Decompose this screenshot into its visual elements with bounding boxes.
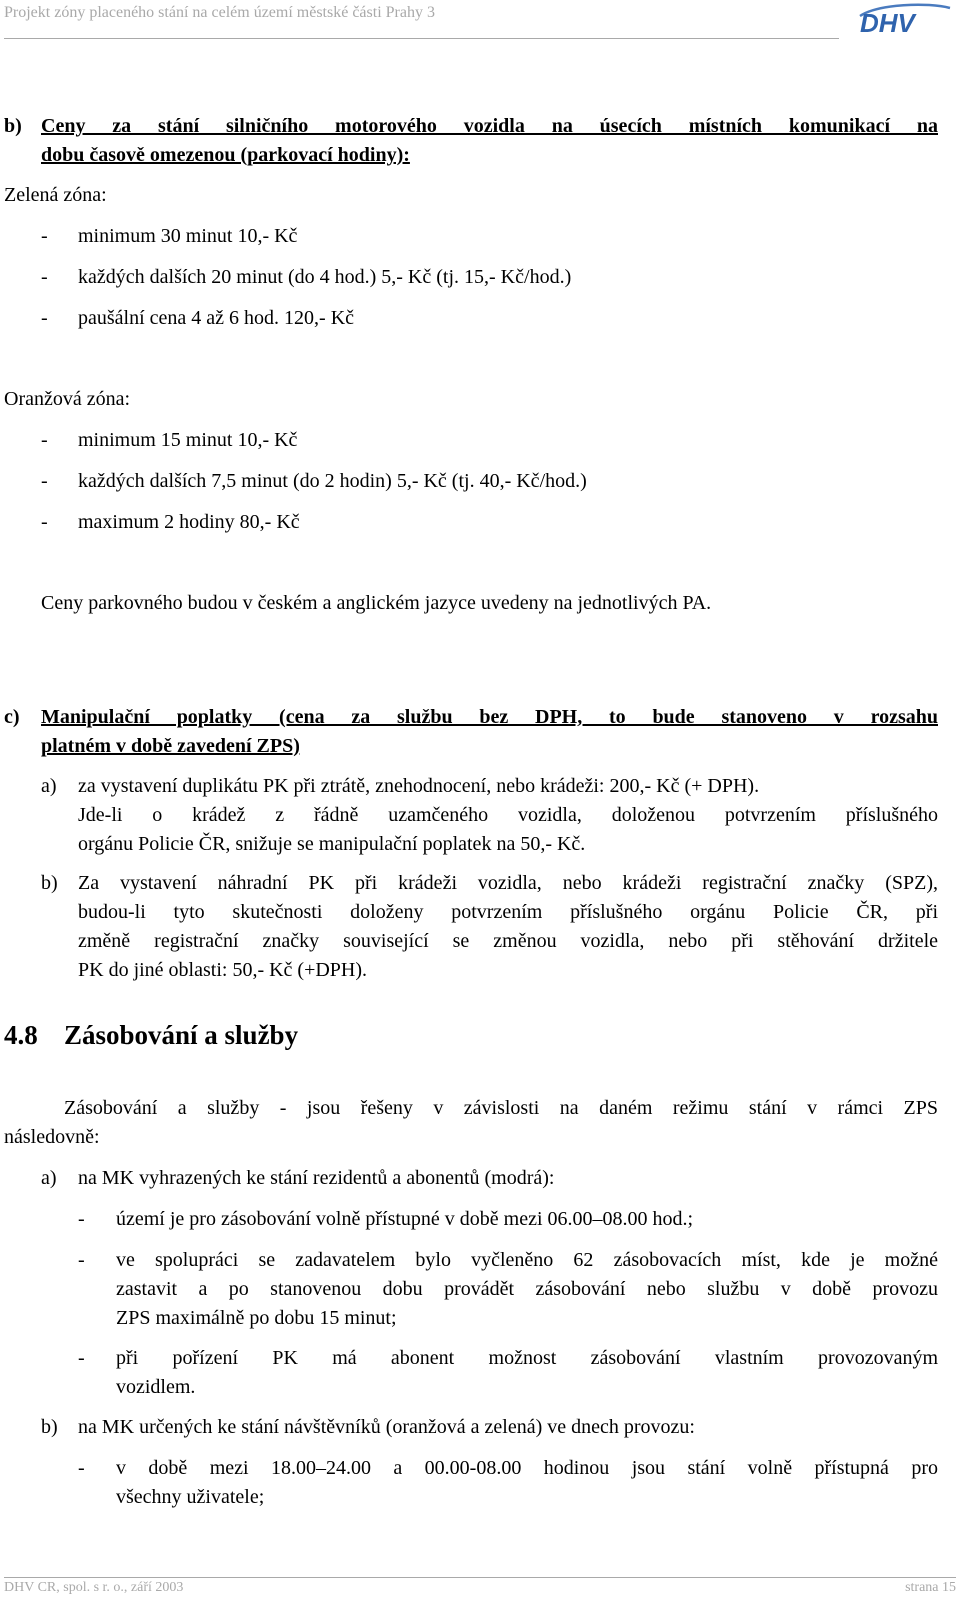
list-dash: - — [41, 225, 48, 247]
section-c-heading-line2: platném v době zavedení ZPS) — [41, 735, 300, 757]
supply-a-bullet-2-line3: ZPS maximálně po dobu 15 minut; — [116, 1307, 397, 1329]
item-a-line1: za vystavení duplikátu PK při ztrátě, znehodnocení, nebo krádeži: 200,- Kč (+ DPH). — [78, 775, 760, 797]
supply-a-marker: a) — [41, 1167, 57, 1189]
green-item-3: paušální cena 4 až 6 hod. 120,- Kč — [78, 307, 355, 329]
supply-a-text: na MK vyhrazených ke stání rezidentů a abonentů (modrá): — [78, 1167, 555, 1189]
page-header — [4, 0, 956, 40]
list-dash: - — [41, 511, 48, 533]
item-a-line3: orgánu Policie ČR, snižuje se manipulační poplatek na 50,- Kč. — [78, 833, 586, 855]
section-c-marker: c) — [4, 706, 20, 728]
list-dash: - — [78, 1249, 85, 1271]
footer-company: DHV CR, spol. s r. o., září 2003 — [4, 1580, 184, 1595]
section-b-heading-line1: Ceny za stání silničního motorového vozidla na úsecích místních komunikací na — [41, 115, 938, 137]
supply-b-marker: b) — [41, 1416, 58, 1438]
orange-zone-title: Oranžová zóna: — [4, 388, 131, 410]
list-dash: - — [41, 470, 48, 492]
supply-a-bullet-3-line2: vozidlem. — [116, 1376, 196, 1398]
supply-b-bullet-1-line1: v době mezi 18.00–24.00 a 00.00-08.00 hodinou jsou stání volně přístupná pro — [116, 1457, 938, 1479]
list-dash: - — [41, 307, 48, 329]
list-dash: - — [41, 429, 48, 451]
header-title: Projekt zóny placeného stání na celém území městské části Prahy 3 — [4, 4, 435, 21]
item-b-marker: b) — [41, 872, 58, 894]
supply-a-bullet-1: území je pro zásobování volně přístupné v době mezi 06.00–08.00 hod.; — [116, 1208, 694, 1230]
supply-b-text: na MK určených ke stání návštěvníků (oranžová a zelená) ve dnech provozu: — [78, 1416, 695, 1438]
section-b-marker: b) — [4, 115, 22, 137]
supply-a-bullet-2-line1: ve spolupráci se zadavatelem bylo vyčleněno 62 zásobovacích míst, kde je možné — [116, 1249, 938, 1271]
item-b-line1: Za vystavení náhradní PK při krádeži vozidla, nebo krádeži registrační značky (SPZ), — [78, 872, 938, 894]
orange-item-2: každých dalších 7,5 minut (do 2 hodin) 5,- Kč (tj. 40,- Kč/hod.) — [78, 470, 587, 492]
dhv-logo — [838, 0, 956, 40]
green-zone-title: Zelená zóna: — [4, 184, 107, 206]
item-b-line4: PK do jiné oblasti: 50,- Kč (+DPH). — [78, 959, 368, 981]
supply-intro-line2: následovně: — [4, 1126, 100, 1148]
header-rule — [4, 38, 839, 39]
item-a-line2: Jde-li o krádež z řádně uzamčeného vozidla, doloženou potvrzením příslušného — [78, 804, 938, 826]
section-number: 4.8 — [4, 1020, 38, 1050]
section-b-heading-line2: dobu časově omezenou (parkovací hodiny): — [41, 144, 410, 166]
item-b-line2: budou-li tyto skutečnosti doloženy potvrzením příslušného orgánu Policie ČR, při — [78, 901, 938, 923]
supply-intro-line1: Zásobování a služby - jsou řešeny v závislosti na daném režimu stání v rámci ZPS — [64, 1097, 938, 1119]
orange-item-1: minimum 15 minut 10,- Kč — [78, 429, 298, 451]
item-b-line3: změně registrační značky související se změnou vozidla, nebo při stěhování držitele — [78, 930, 938, 952]
green-item-1: minimum 30 minut 10,- Kč — [78, 225, 298, 247]
green-item-2: každých dalších 20 minut (do 4 hod.) 5,- Kč (tj. 15,- Kč/hod.) — [78, 266, 572, 288]
orange-item-3: maximum 2 hodiny 80,- Kč — [78, 511, 300, 533]
item-a-marker: a) — [41, 775, 57, 797]
parking-price-note: Ceny parkovného budou v českém a anglickém jazyce uvedeny na jednotlivých PA. — [41, 592, 712, 614]
list-dash: - — [78, 1347, 85, 1369]
section-title: Zásobování a služby — [64, 1020, 299, 1050]
list-dash: - — [78, 1208, 85, 1230]
list-dash: - — [78, 1457, 85, 1479]
supply-a-bullet-2-line2: zastavit a po stanovenou dobu provádět zásobování nebo službu v době provozu — [116, 1278, 938, 1300]
logo-text: DHV — [860, 8, 915, 38]
footer-rule — [4, 1577, 956, 1578]
supply-a-bullet-3-line1: při pořízení PK má abonent možnost zásobování vlastním provozovaným — [116, 1347, 938, 1369]
section-c-heading-line1: Manipulační poplatky (cena za službu bez DPH, to bude stanoveno v rozsahu — [41, 706, 938, 728]
footer-page-number: strana 15 — [905, 1580, 956, 1595]
list-dash: - — [41, 266, 48, 288]
supply-b-bullet-1-line2: všechny uživatele; — [116, 1486, 265, 1508]
